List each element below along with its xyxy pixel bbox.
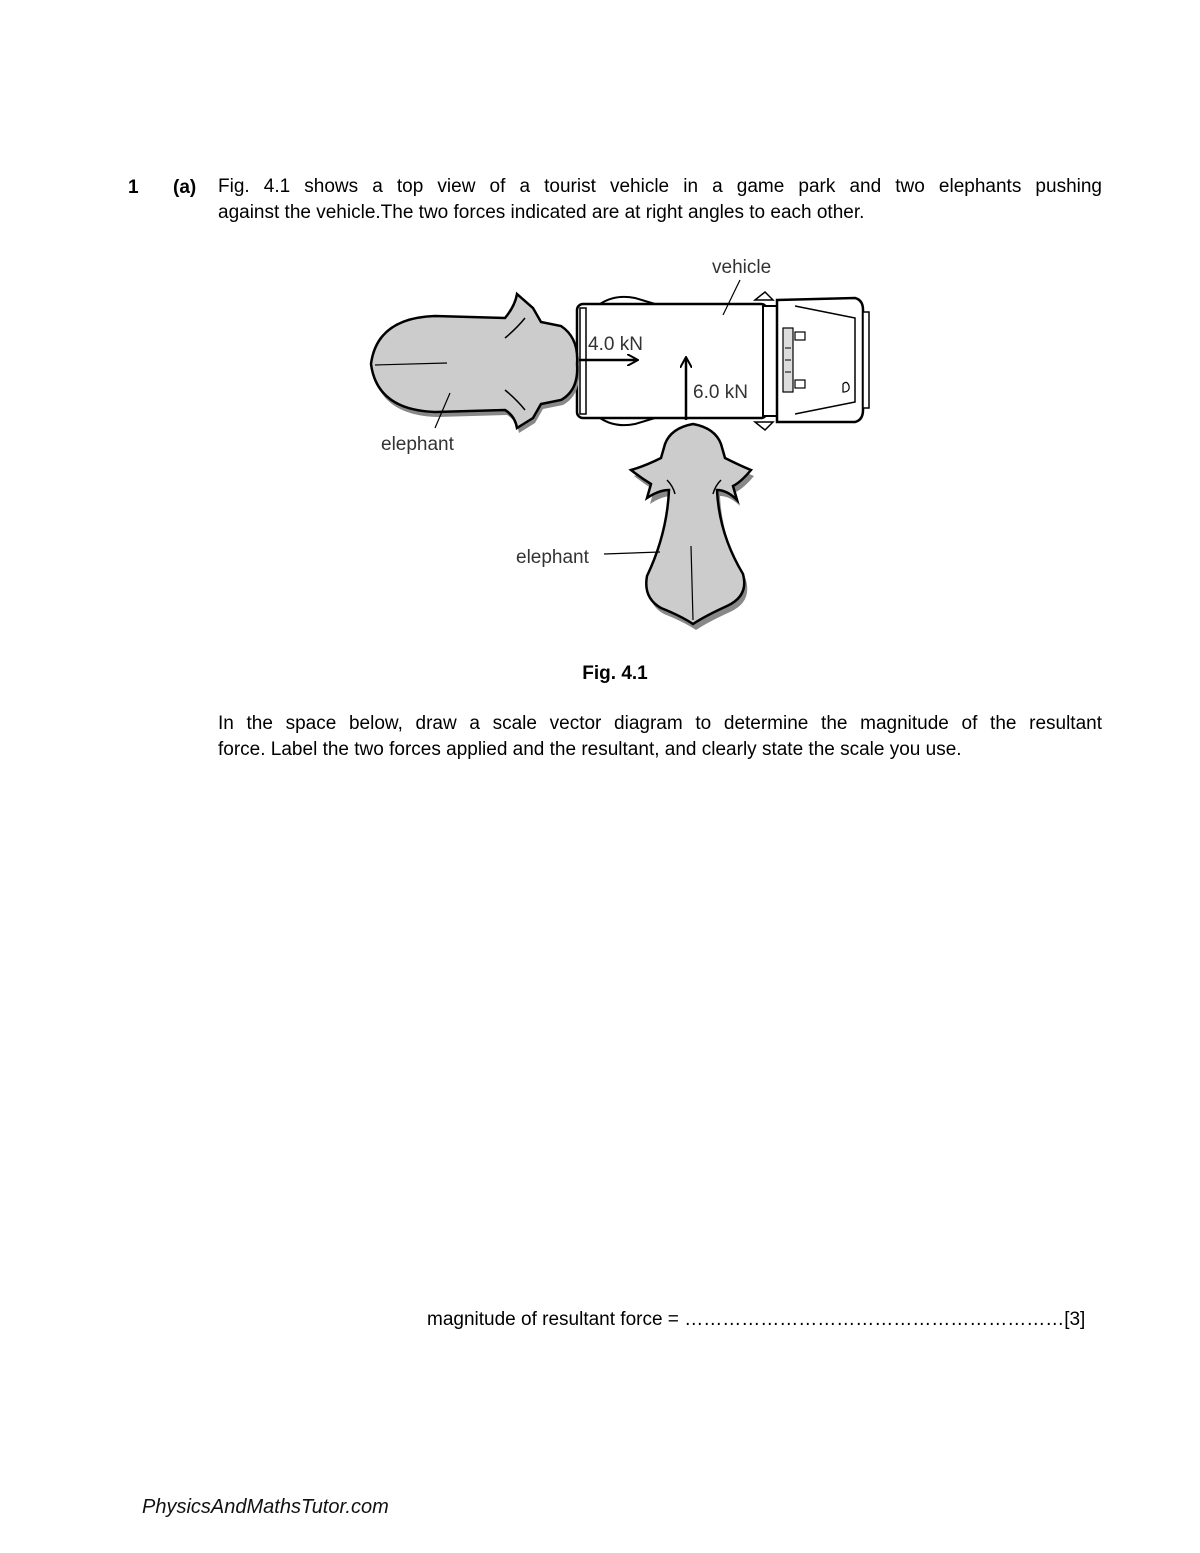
intro-line-2: against the vehicle.The two forces indicated are at right angles to each other. bbox=[218, 202, 865, 223]
answer-dots: …………………………………………………… bbox=[684, 1309, 1065, 1330]
answer-label: magnitude of resultant force = bbox=[427, 1309, 679, 1330]
vehicle-label: vehicle bbox=[712, 257, 772, 278]
footer-watermark: PhysicsAndMathsTutor.com bbox=[142, 1496, 389, 1518]
intro-line-1: Fig. 4.1 shows a top view of a tourist vehicle in a game park and two elephants pushing bbox=[218, 176, 1102, 197]
elephant-left-drawing bbox=[371, 294, 579, 433]
task-line-1: In the space below, draw a scale vector diagram to determine the magnitude of the resultant bbox=[218, 713, 1102, 734]
question-number: 1 bbox=[128, 177, 139, 198]
figure-4-1 bbox=[355, 248, 875, 633]
elephant-bottom-label: elephant bbox=[516, 547, 589, 568]
question-intro bbox=[218, 174, 1102, 226]
question-task bbox=[218, 711, 1102, 763]
marks-label: [3] bbox=[1064, 1309, 1086, 1330]
figure-caption: Fig. 4.1 bbox=[582, 663, 648, 684]
force-horizontal-label: 4.0 kN bbox=[588, 334, 643, 355]
elephant-bottom-drawing bbox=[631, 424, 754, 630]
answer-line bbox=[427, 1309, 1085, 1331]
elephant-bottom-leader-line bbox=[604, 552, 660, 554]
elephant-left-label: elephant bbox=[381, 434, 454, 455]
question-part-label: (a) bbox=[173, 177, 197, 198]
force-vertical-label: 6.0 kN bbox=[693, 382, 748, 403]
task-line-2: force. Label the two forces applied and the resultant, and clearly state the scale you use. bbox=[218, 739, 962, 760]
